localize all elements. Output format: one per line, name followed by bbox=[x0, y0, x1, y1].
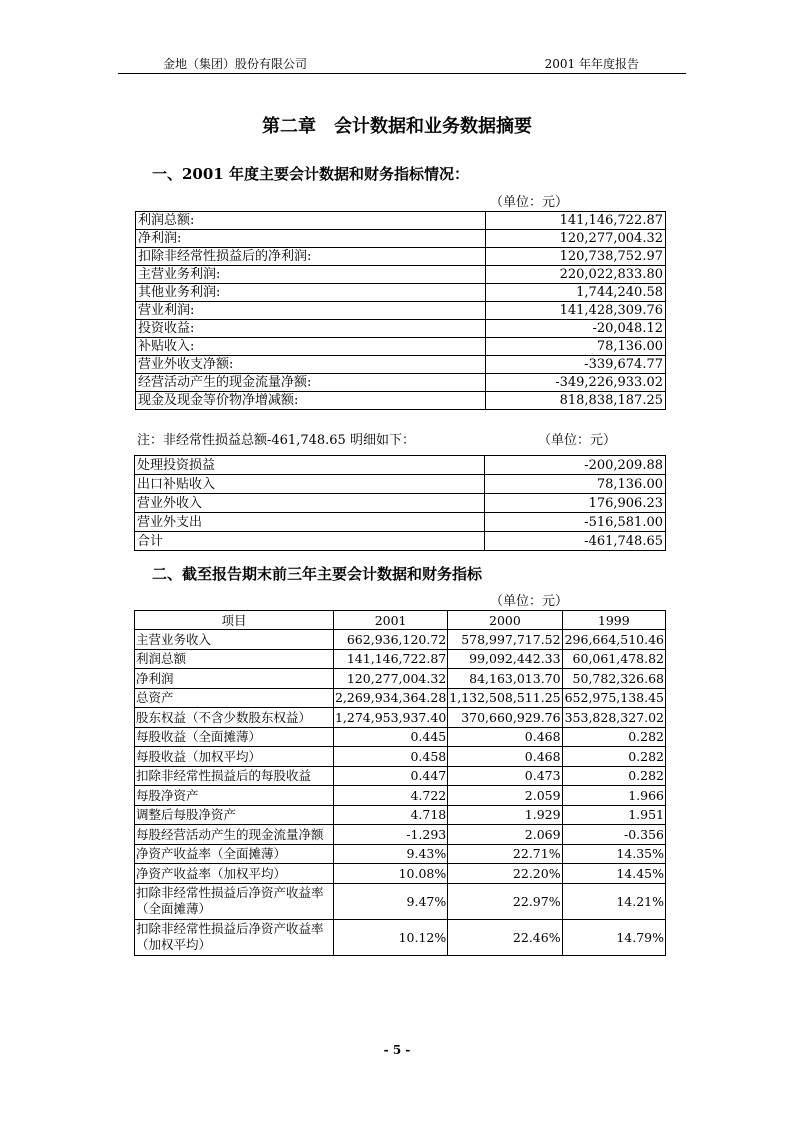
table-row bbox=[135, 805, 666, 825]
cell-value: 9.43% bbox=[333, 844, 447, 864]
table-row bbox=[135, 766, 666, 786]
row-label: 净资产收益率（全面摊薄） bbox=[135, 844, 334, 864]
table-row bbox=[135, 825, 666, 845]
row-label: 股东权益（不含少数股东权益） bbox=[135, 708, 334, 728]
section2-unit: （单位：元） bbox=[490, 594, 569, 609]
row-value: -200,209.88 bbox=[485, 456, 666, 475]
table-row bbox=[135, 844, 666, 864]
column-header: 2001 bbox=[333, 611, 447, 630]
row-label: 出口补贴收入 bbox=[135, 475, 485, 494]
cell-value: 0.282 bbox=[562, 766, 665, 786]
table-row bbox=[135, 688, 666, 708]
cell-value: 0.473 bbox=[448, 766, 562, 786]
table-row bbox=[135, 630, 666, 650]
cell-value: -0.356 bbox=[562, 825, 665, 845]
row-label: 每股经营活动产生的现金流量净额 bbox=[135, 825, 334, 845]
table-row bbox=[136, 356, 666, 374]
table-row bbox=[135, 708, 666, 728]
section1-heading: 一、2001 年度主要会计数据和财务指标情况： bbox=[152, 165, 469, 183]
row-label: 扣除非经常性损益后的净利润: bbox=[136, 248, 486, 266]
section2-heading: 二、截至报告期末前三年主要会计数据和财务指标 bbox=[152, 565, 483, 583]
table-row bbox=[135, 883, 666, 919]
cell-value: 1.951 bbox=[562, 805, 665, 825]
cell-value: 652,975,138.45 bbox=[562, 688, 665, 708]
row-value: -349,226,933.02 bbox=[486, 374, 666, 392]
row-value: 120,277,004.32 bbox=[486, 230, 666, 248]
table-row bbox=[136, 392, 666, 410]
row-value: -516,581.00 bbox=[485, 513, 666, 532]
cell-value: 1,274,953,937.40 bbox=[333, 708, 447, 728]
cell-value: 0.468 bbox=[448, 747, 562, 767]
row-label: 处理投资损益 bbox=[135, 456, 485, 475]
row-value: 120,738,752.97 bbox=[486, 248, 666, 266]
row-label: 投资收益: bbox=[136, 320, 486, 338]
cell-value: 10.12% bbox=[333, 919, 447, 955]
cell-value: 22.97% bbox=[448, 883, 562, 919]
row-value: 176,906.23 bbox=[485, 494, 666, 513]
row-value: 1,744,240.58 bbox=[486, 284, 666, 302]
row-label: 利润总额 bbox=[135, 649, 334, 669]
table-row bbox=[135, 919, 666, 955]
cell-value: 14.35% bbox=[562, 844, 665, 864]
cell-value: 0.447 bbox=[333, 766, 447, 786]
row-label: 扣除非经常性损益后净资产收益率（全面摊薄） bbox=[135, 883, 334, 919]
column-header: 项目 bbox=[135, 611, 334, 630]
row-label: 利润总额: bbox=[136, 212, 486, 230]
row-value: 141,428,309.76 bbox=[486, 302, 666, 320]
cell-value: 99,092,442.33 bbox=[448, 649, 562, 669]
cell-value: 50,782,326.68 bbox=[562, 669, 665, 689]
cell-value: 120,277,004.32 bbox=[333, 669, 447, 689]
table-row bbox=[136, 302, 666, 320]
row-label: 扣除非经常性损益后的每股收益 bbox=[135, 766, 334, 786]
cell-value: 0.445 bbox=[333, 727, 447, 747]
column-header: 2000 bbox=[448, 611, 562, 630]
row-label: 扣除非经常性损益后净资产收益率（加权平均） bbox=[135, 919, 334, 955]
header-company: 金地（集团）股份有限公司 bbox=[163, 57, 308, 71]
table-row bbox=[136, 266, 666, 284]
note-table bbox=[134, 455, 666, 551]
cell-value: 84,163,013.70 bbox=[448, 669, 562, 689]
row-label: 净利润 bbox=[135, 669, 334, 689]
row-value: -20,048.12 bbox=[486, 320, 666, 338]
cell-value: 0.458 bbox=[333, 747, 447, 767]
section2-table bbox=[134, 610, 666, 956]
row-value: 220,022,833.80 bbox=[486, 266, 666, 284]
row-label: 主营业务收入 bbox=[135, 630, 334, 650]
table-row bbox=[136, 284, 666, 302]
note-unit: （单位：元） bbox=[538, 433, 617, 448]
row-value: -461,748.65 bbox=[485, 532, 666, 551]
row-label: 净利润: bbox=[136, 230, 486, 248]
cell-value: 353,828,327.02 bbox=[562, 708, 665, 728]
cell-value: 578,997,717.52 bbox=[448, 630, 562, 650]
row-value: 78,136.00 bbox=[486, 338, 666, 356]
row-label: 每股净资产 bbox=[135, 786, 334, 806]
row-label: 补贴收入: bbox=[136, 338, 486, 356]
cell-value: 14.79% bbox=[562, 919, 665, 955]
table-row bbox=[135, 532, 666, 551]
table-row bbox=[135, 649, 666, 669]
column-header: 1999 bbox=[562, 611, 665, 630]
table-row bbox=[135, 513, 666, 532]
table-row bbox=[136, 338, 666, 356]
row-label: 营业利润: bbox=[136, 302, 486, 320]
header-divider bbox=[118, 73, 686, 74]
table-row bbox=[135, 864, 666, 884]
table-row bbox=[136, 212, 666, 230]
cell-value: 10.08% bbox=[333, 864, 447, 884]
row-label: 总资产 bbox=[135, 688, 334, 708]
row-label: 经营活动产生的现金流量净额: bbox=[136, 374, 486, 392]
cell-value: 2,269,934,364.28 bbox=[333, 688, 447, 708]
table-row bbox=[135, 786, 666, 806]
cell-value: 1.966 bbox=[562, 786, 665, 806]
row-value: 141,146,722.87 bbox=[486, 212, 666, 230]
cell-value: 14.45% bbox=[562, 864, 665, 884]
cell-value: 60,061,478.82 bbox=[562, 649, 665, 669]
section1-unit: （单位：元） bbox=[490, 195, 569, 210]
row-label: 营业外收入 bbox=[135, 494, 485, 513]
cell-value: 4.718 bbox=[333, 805, 447, 825]
row-label: 其他业务利润: bbox=[136, 284, 486, 302]
cell-value: 370,660,929.76 bbox=[448, 708, 562, 728]
row-label: 营业外支出 bbox=[135, 513, 485, 532]
table-row bbox=[136, 230, 666, 248]
header-report: 2001 年年度报告 bbox=[544, 57, 639, 71]
row-label: 营业外收支净额: bbox=[136, 356, 486, 374]
table-row bbox=[135, 747, 666, 767]
row-value: -339,674.77 bbox=[486, 356, 666, 374]
table-row bbox=[135, 669, 666, 689]
cell-value: 0.282 bbox=[562, 747, 665, 767]
table-row bbox=[135, 494, 666, 513]
row-label: 每股收益（全面摊薄） bbox=[135, 727, 334, 747]
cell-value: 0.468 bbox=[448, 727, 562, 747]
cell-value: 2.069 bbox=[448, 825, 562, 845]
row-label: 每股收益（加权平均） bbox=[135, 747, 334, 767]
cell-value: 22.71% bbox=[448, 844, 562, 864]
row-label: 调整后每股净资产 bbox=[135, 805, 334, 825]
cell-value: 22.46% bbox=[448, 919, 562, 955]
table-row bbox=[135, 456, 666, 475]
row-value: 78,136.00 bbox=[485, 475, 666, 494]
page-number: - 5 - bbox=[383, 1043, 411, 1057]
note-text: 注：非经常性损益总额-461,748.65 明细如下： bbox=[137, 433, 415, 448]
cell-value: 2.059 bbox=[448, 786, 562, 806]
cell-value: 14.21% bbox=[562, 883, 665, 919]
cell-value: 662,936,120.72 bbox=[333, 630, 447, 650]
cell-value: -1.293 bbox=[333, 825, 447, 845]
row-value: 818,838,187.25 bbox=[486, 392, 666, 410]
section1-table bbox=[135, 211, 666, 410]
cell-value: 1,132,508,511.25 bbox=[448, 688, 562, 708]
row-label: 净资产收益率（加权平均） bbox=[135, 864, 334, 884]
cell-value: 9.47% bbox=[333, 883, 447, 919]
table-row bbox=[136, 248, 666, 266]
table-row bbox=[136, 374, 666, 392]
chapter-title: 第二章 会计数据和业务数据摘要 bbox=[262, 116, 532, 137]
table-row bbox=[135, 727, 666, 747]
table-row bbox=[136, 320, 666, 338]
row-label: 合计 bbox=[135, 532, 485, 551]
cell-value: 1.929 bbox=[448, 805, 562, 825]
cell-value: 22.20% bbox=[448, 864, 562, 884]
table-row bbox=[135, 475, 666, 494]
cell-value: 141,146,722.87 bbox=[333, 649, 447, 669]
cell-value: 0.282 bbox=[562, 727, 665, 747]
row-label: 主营业务利润: bbox=[136, 266, 486, 284]
cell-value: 4.722 bbox=[333, 786, 447, 806]
row-label: 现金及现金等价物净增减额: bbox=[136, 392, 486, 410]
cell-value: 296,664,510.46 bbox=[562, 630, 665, 650]
